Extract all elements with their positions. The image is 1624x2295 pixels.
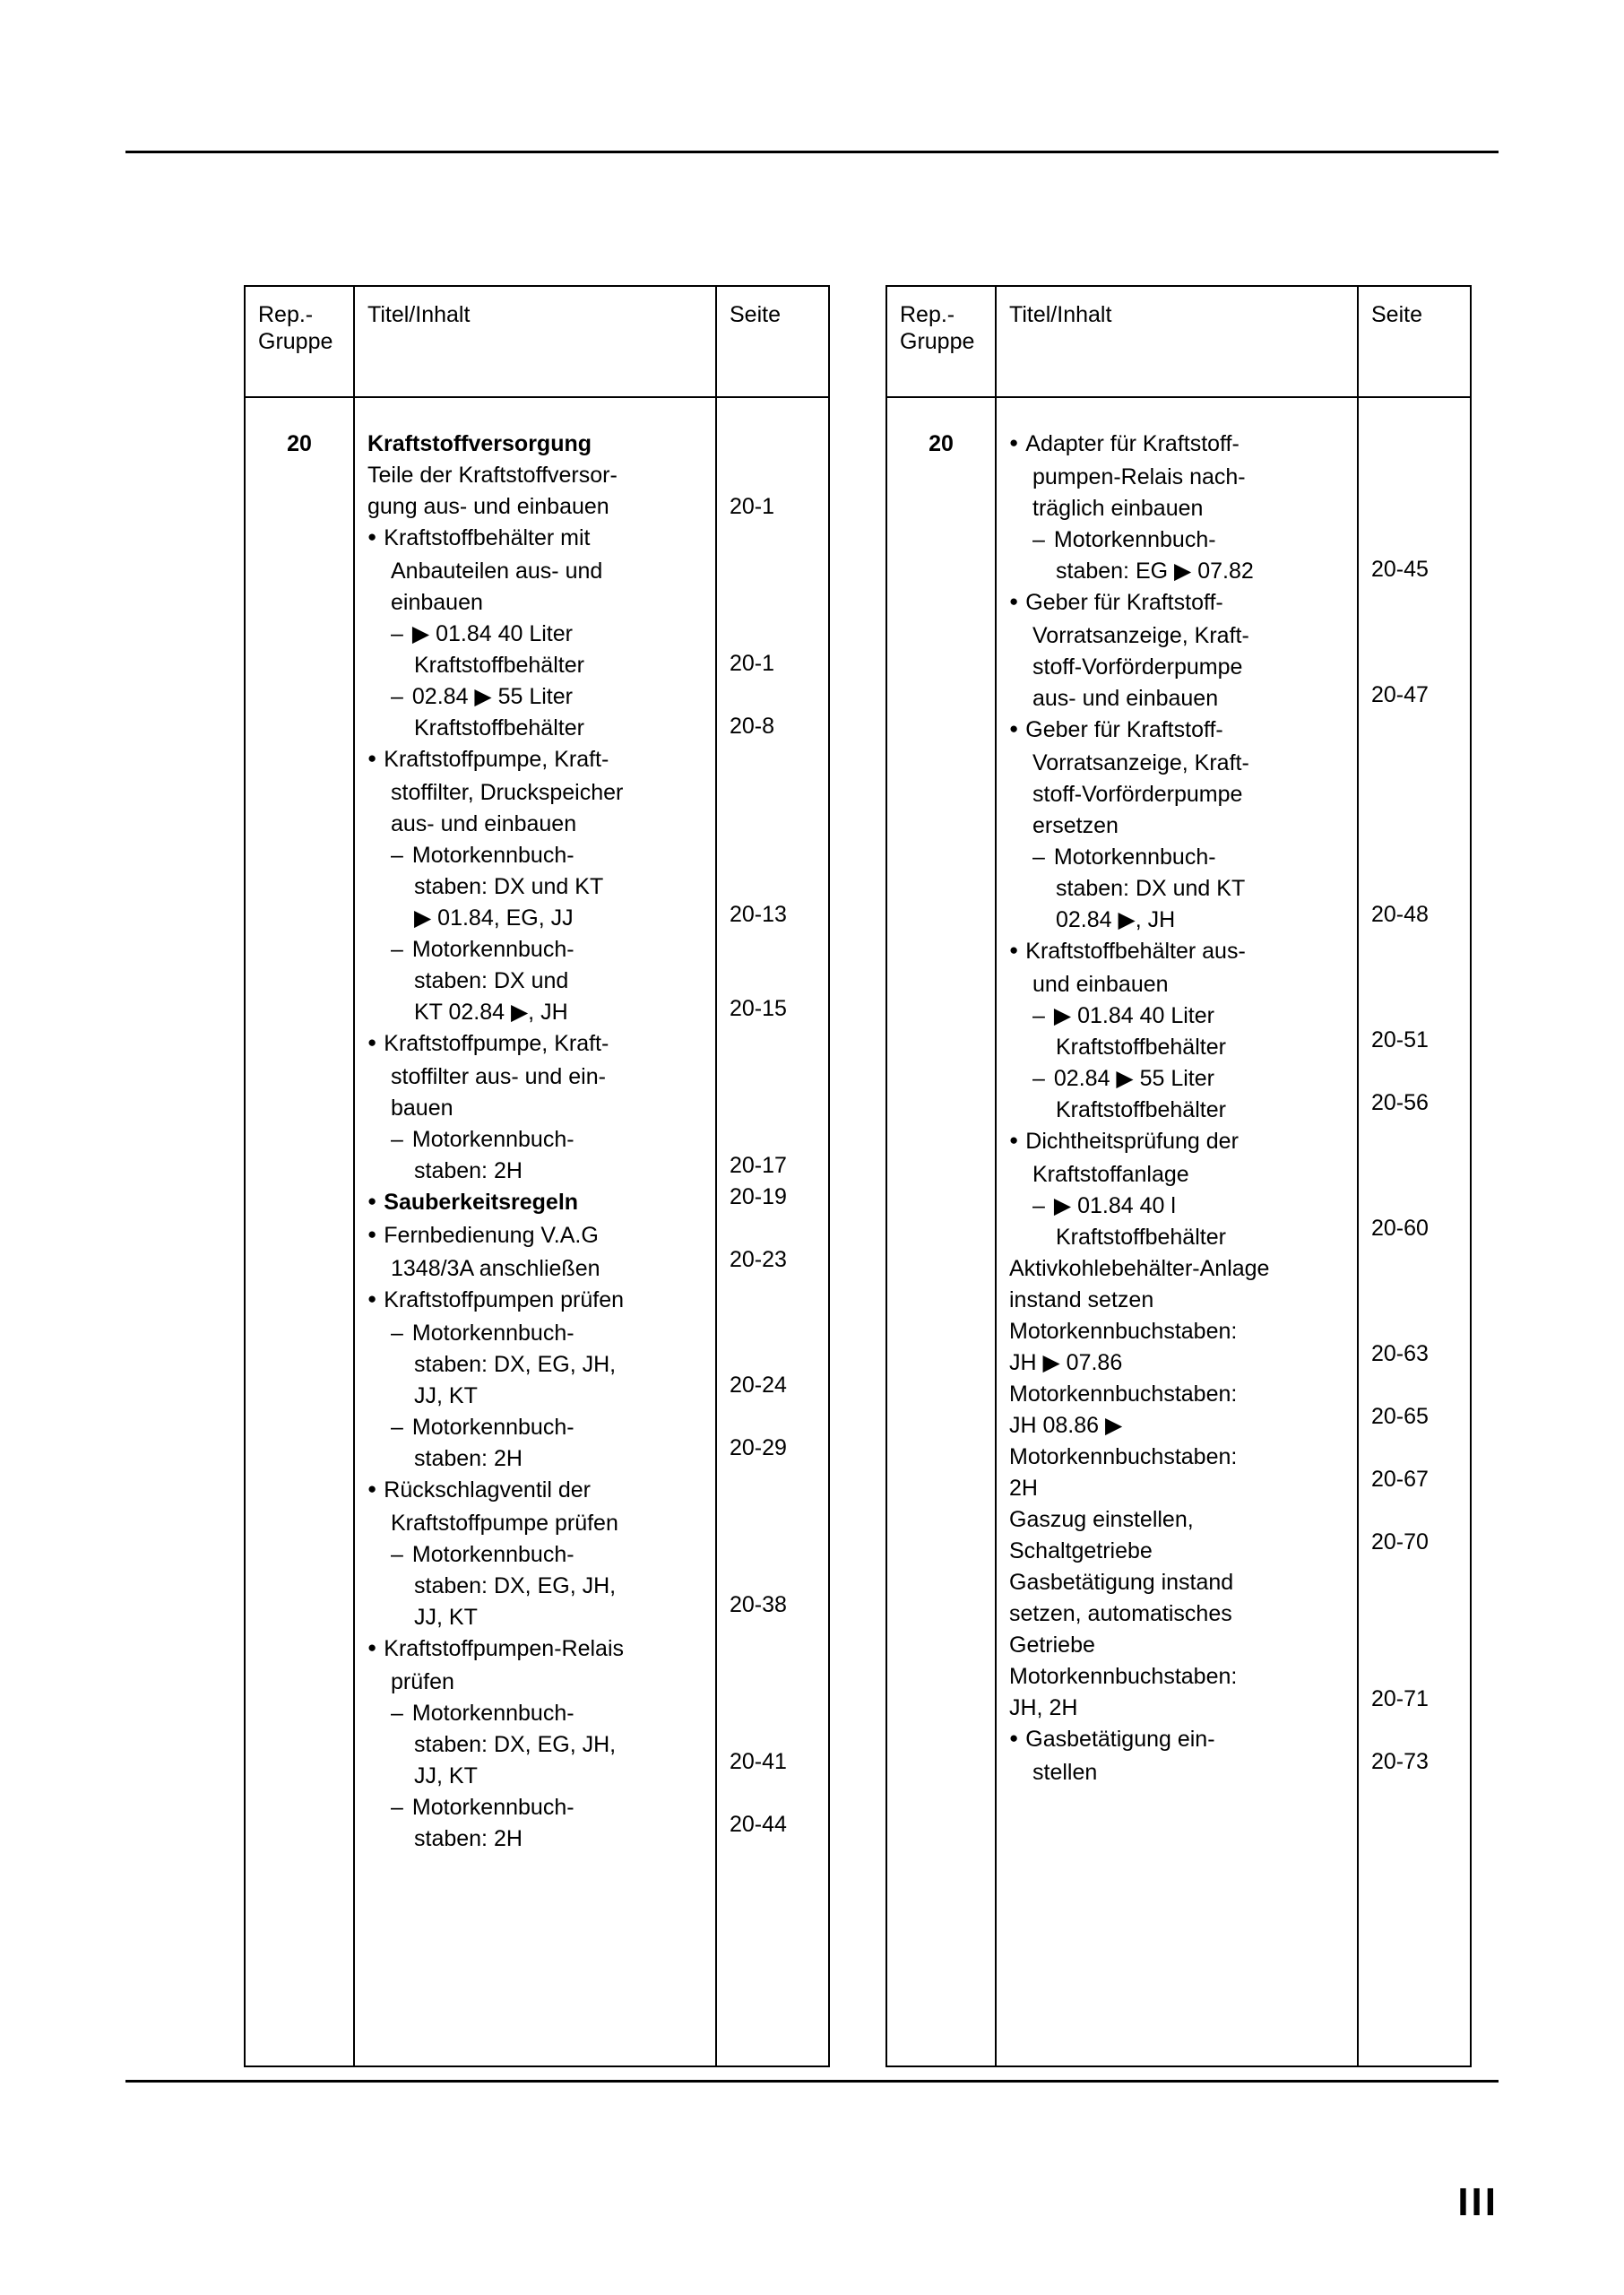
toc-entry-line: stoffilter aus- und ein- — [391, 1064, 606, 1089]
toc-page-number: 20-71 — [1371, 1686, 1429, 1711]
toc-entry-line: 1348/3A anschließen — [391, 1256, 600, 1281]
toc-entry-line: ● Kraftstoffbehälter mit — [367, 523, 712, 556]
toc-entry-line: und einbauen — [1032, 972, 1169, 997]
toc-page-number: 20-41 — [730, 1749, 787, 1774]
toc-entry-line: ● Adapter für Kraftstoff- — [1009, 429, 1353, 462]
toc-entry-line: stoff-Vorförderpumpe — [1032, 782, 1243, 807]
toc-entry-line: Kraftstoffbehälter — [414, 715, 584, 740]
toc-table-right — [885, 285, 1472, 2067]
toc-page-number: 20-67 — [1371, 1467, 1429, 1492]
toc-tables — [244, 285, 1472, 2067]
toc-entry-line: staben: DX und KT — [1056, 876, 1246, 901]
toc-entry-line: KT 02.84 ▶, JH — [414, 1000, 568, 1025]
toc-entry-line: Kraftstoffbehälter — [1056, 1035, 1226, 1060]
toc-table-left — [244, 285, 830, 2067]
toc-page-number: 20-70 — [1371, 1529, 1429, 1555]
toc-entry-line: – 02.84 ▶ 55 Liter — [367, 681, 712, 713]
toc-entry-line: Motorkennbuchstaben: — [1009, 1381, 1238, 1407]
footer-rule — [125, 2080, 1499, 2083]
toc-page-number: 20-13 — [730, 902, 787, 927]
entries-left — [355, 398, 717, 2066]
toc-entry-line: Vorratsanzeige, Kraft- — [1032, 623, 1249, 648]
toc-entry-line: ● Kraftstoffpumpe, Kraft- — [367, 744, 712, 777]
header-group-line1-right: Rep.- — [900, 302, 955, 327]
toc-entry-line: JH, 2H — [1009, 1695, 1078, 1720]
toc-entry-line: ersetzen — [1032, 813, 1119, 838]
toc-entry-line: Schaltgetriebe — [1009, 1538, 1153, 1563]
toc-entry-line: stellen — [1032, 1760, 1098, 1785]
toc-entry-line: Aktivkohlebehälter-Anlage — [1009, 1256, 1270, 1281]
toc-entry-line: staben: 2H — [414, 1446, 523, 1471]
toc-entry-line: instand setzen — [1009, 1287, 1154, 1312]
toc-page-number: 20-29 — [730, 1435, 787, 1460]
toc-entry-line: JJ, KT — [414, 1763, 478, 1788]
toc-entry-line: staben: DX, EG, JH, — [414, 1732, 617, 1757]
toc-entry-line: – ▶ 01.84 40 Liter — [367, 619, 712, 650]
toc-page-number: 20-73 — [1371, 1749, 1429, 1774]
entries-right — [997, 398, 1359, 2066]
toc-entry-line: JJ, KT — [414, 1605, 478, 1630]
toc-page-number: 20-45 — [1371, 557, 1429, 582]
table-body-left — [246, 398, 828, 2066]
toc-entry-line: staben: DX und KT — [414, 874, 604, 899]
toc-entry-line: – 02.84 ▶ 55 Liter — [1009, 1063, 1353, 1095]
toc-entry-line: staben: EG ▶ 07.82 — [1056, 559, 1254, 584]
toc-entry-line: gung aus- und einbauen — [367, 494, 609, 519]
toc-entry-line: – Motorkennbuch- — [1009, 842, 1353, 873]
toc-page-number: 20-63 — [1371, 1341, 1429, 1366]
toc-entry-line: pumpen-Relais nach- — [1032, 464, 1246, 489]
header-title-right: Titel/Inhalt — [997, 287, 1359, 396]
toc-page-number: 20-23 — [730, 1247, 787, 1272]
toc-entry-line: aus- und einbauen — [1032, 686, 1219, 711]
header-rule — [125, 151, 1499, 153]
toc-entry-line: 02.84 ▶, JH — [1056, 907, 1176, 932]
toc-entry-line: – Motorkennbuch- — [367, 1124, 712, 1156]
header-group-line2-right: Gruppe — [900, 329, 975, 354]
toc-entry-line: aus- und einbauen — [391, 811, 577, 836]
toc-entry-line: Kraftstoffanlage — [1032, 1162, 1189, 1187]
toc-entry-line: – Motorkennbuch- — [1009, 524, 1353, 556]
header-group-line1-left: Rep.- — [258, 302, 314, 327]
header-group-left — [246, 287, 355, 396]
header-group-line2-left: Gruppe — [258, 329, 333, 354]
toc-entry-line: ● Rückschlagventil der — [367, 1475, 712, 1508]
toc-entry-line: – ▶ 01.84 40 Liter — [1009, 1000, 1353, 1032]
toc-entry-line: Kraftstoffbehälter — [1056, 1225, 1226, 1250]
toc-entry-line: Motorkennbuchstaben: — [1009, 1319, 1238, 1344]
toc-entry-line: Anbauteilen aus- und — [391, 559, 603, 584]
toc-page-number: 20-17 — [730, 1153, 787, 1178]
toc-entry-line: Kraftstoffbehälter — [1056, 1097, 1226, 1122]
toc-entry-line: staben: DX, EG, JH, — [414, 1352, 617, 1377]
toc-entry-line: ● Fernbedienung V.A.G — [367, 1220, 712, 1253]
toc-page-number: 20-47 — [1371, 682, 1429, 707]
toc-entry-line: staben: DX, EG, JH, — [414, 1573, 617, 1598]
toc-entry-line: staben: 2H — [414, 1826, 523, 1851]
toc-entry-line: bauen — [391, 1096, 454, 1121]
header-title-left: Titel/Inhalt — [355, 287, 717, 396]
toc-entry-line: prüfen — [391, 1669, 454, 1694]
toc-entry-line: Getriebe — [1009, 1632, 1095, 1658]
toc-page-number: 20-24 — [730, 1373, 787, 1398]
toc-entry-line: Motorkennbuchstaben: — [1009, 1664, 1238, 1689]
toc-page-number: 20-48 — [1371, 902, 1429, 927]
toc-entry-line: ● Kraftstoffpumpen prüfen — [367, 1285, 712, 1318]
toc-page-number: 20-8 — [730, 714, 775, 739]
toc-entry-line: – Motorkennbuch- — [367, 1698, 712, 1729]
toc-entry-line: ● Geber für Kraftstoff- — [1009, 714, 1353, 748]
toc-entry-line: Gasbetätigung instand — [1009, 1570, 1234, 1595]
header-group-right — [887, 287, 997, 396]
table-header-row-left — [246, 287, 828, 398]
toc-entry-line: – Motorkennbuch- — [367, 1412, 712, 1443]
toc-entry-line: träglich einbauen — [1032, 496, 1204, 521]
toc-page-number: 20-15 — [730, 996, 787, 1021]
toc-entry-line: – Motorkennbuch- — [367, 1539, 712, 1571]
toc-page-number: 20-19 — [730, 1184, 787, 1209]
toc-page-number: 20-1 — [730, 494, 775, 519]
page-folio: III — [1457, 2180, 1499, 2224]
toc-entry-line: ● Dichtheitsprüfung der — [1009, 1126, 1353, 1159]
toc-page-number: 20-65 — [1371, 1404, 1429, 1429]
toc-page-number: 20-51 — [1371, 1027, 1429, 1052]
toc-entry-line: staben: DX und — [414, 968, 569, 993]
toc-entry-line: stoff-Vorförderpumpe — [1032, 654, 1243, 680]
table-header-row-right — [887, 287, 1470, 398]
toc-entry-line: Teile der Kraftstoffversor- — [367, 463, 618, 488]
header-page-right: Seite — [1371, 302, 1422, 327]
toc-entry-line: setzen, automatisches — [1009, 1601, 1232, 1626]
toc-entry-line: – Motorkennbuch- — [367, 934, 712, 966]
group-number-right: 20 — [887, 398, 997, 2066]
table-body-right — [887, 398, 1470, 2066]
toc-entry-line: ● Kraftstoffpumpe, Kraft- — [367, 1028, 712, 1061]
toc-entry-line: – Motorkennbuch- — [367, 1318, 712, 1349]
toc-entry-line: ▶ 01.84, EG, JJ — [414, 905, 574, 931]
toc-entry-line: Motorkennbuchstaben: — [1009, 1444, 1238, 1469]
toc-entry-line: JH 08.86 ▶ — [1009, 1413, 1123, 1438]
toc-entry-line: Kraftstoffversorgung — [367, 431, 592, 456]
toc-entry-line: ● Geber für Kraftstoff- — [1009, 587, 1353, 620]
toc-page-number: 20-1 — [730, 651, 775, 676]
toc-page-number: 20-38 — [730, 1592, 787, 1617]
toc-entry-line: Kraftstoffpumpe prüfen — [391, 1511, 618, 1536]
group-number-left: 20 — [246, 398, 355, 2066]
toc-entry-line: – Motorkennbuch- — [367, 840, 712, 871]
toc-page-number: 20-56 — [1371, 1090, 1429, 1115]
toc-page-number: 20-60 — [1371, 1216, 1429, 1241]
toc-entry-line: 2H — [1009, 1476, 1038, 1501]
pages-left — [717, 398, 828, 2066]
toc-entry-line: – Motorkennbuch- — [367, 1792, 712, 1823]
toc-entry-line: JJ, KT — [414, 1383, 478, 1408]
toc-entry-line: ● Kraftstoffpumpen-Relais — [367, 1633, 712, 1667]
toc-entry-line: einbauen — [391, 590, 483, 615]
toc-entry-line: Gaszug einstellen, — [1009, 1507, 1194, 1532]
pages-right — [1359, 398, 1470, 2066]
toc-entry-line: – ▶ 01.84 40 l — [1009, 1191, 1353, 1222]
toc-entry-line: ● Kraftstoffbehälter aus- — [1009, 936, 1353, 969]
toc-entry-line: Vorratsanzeige, Kraft- — [1032, 750, 1249, 775]
header-page-left: Seite — [730, 302, 781, 327]
toc-entry-line: ● Sauberkeitsregeln — [367, 1187, 712, 1220]
toc-entry-line: ● Gasbetätigung ein- — [1009, 1724, 1353, 1757]
toc-entry-line: JH ▶ 07.86 — [1009, 1350, 1123, 1375]
toc-entry-line: stoffilter, Druckspeicher — [391, 780, 624, 805]
toc-entry-line: Kraftstoffbehälter — [414, 653, 584, 678]
toc-entry-line: staben: 2H — [414, 1158, 523, 1183]
toc-page-number: 20-44 — [730, 1812, 787, 1837]
